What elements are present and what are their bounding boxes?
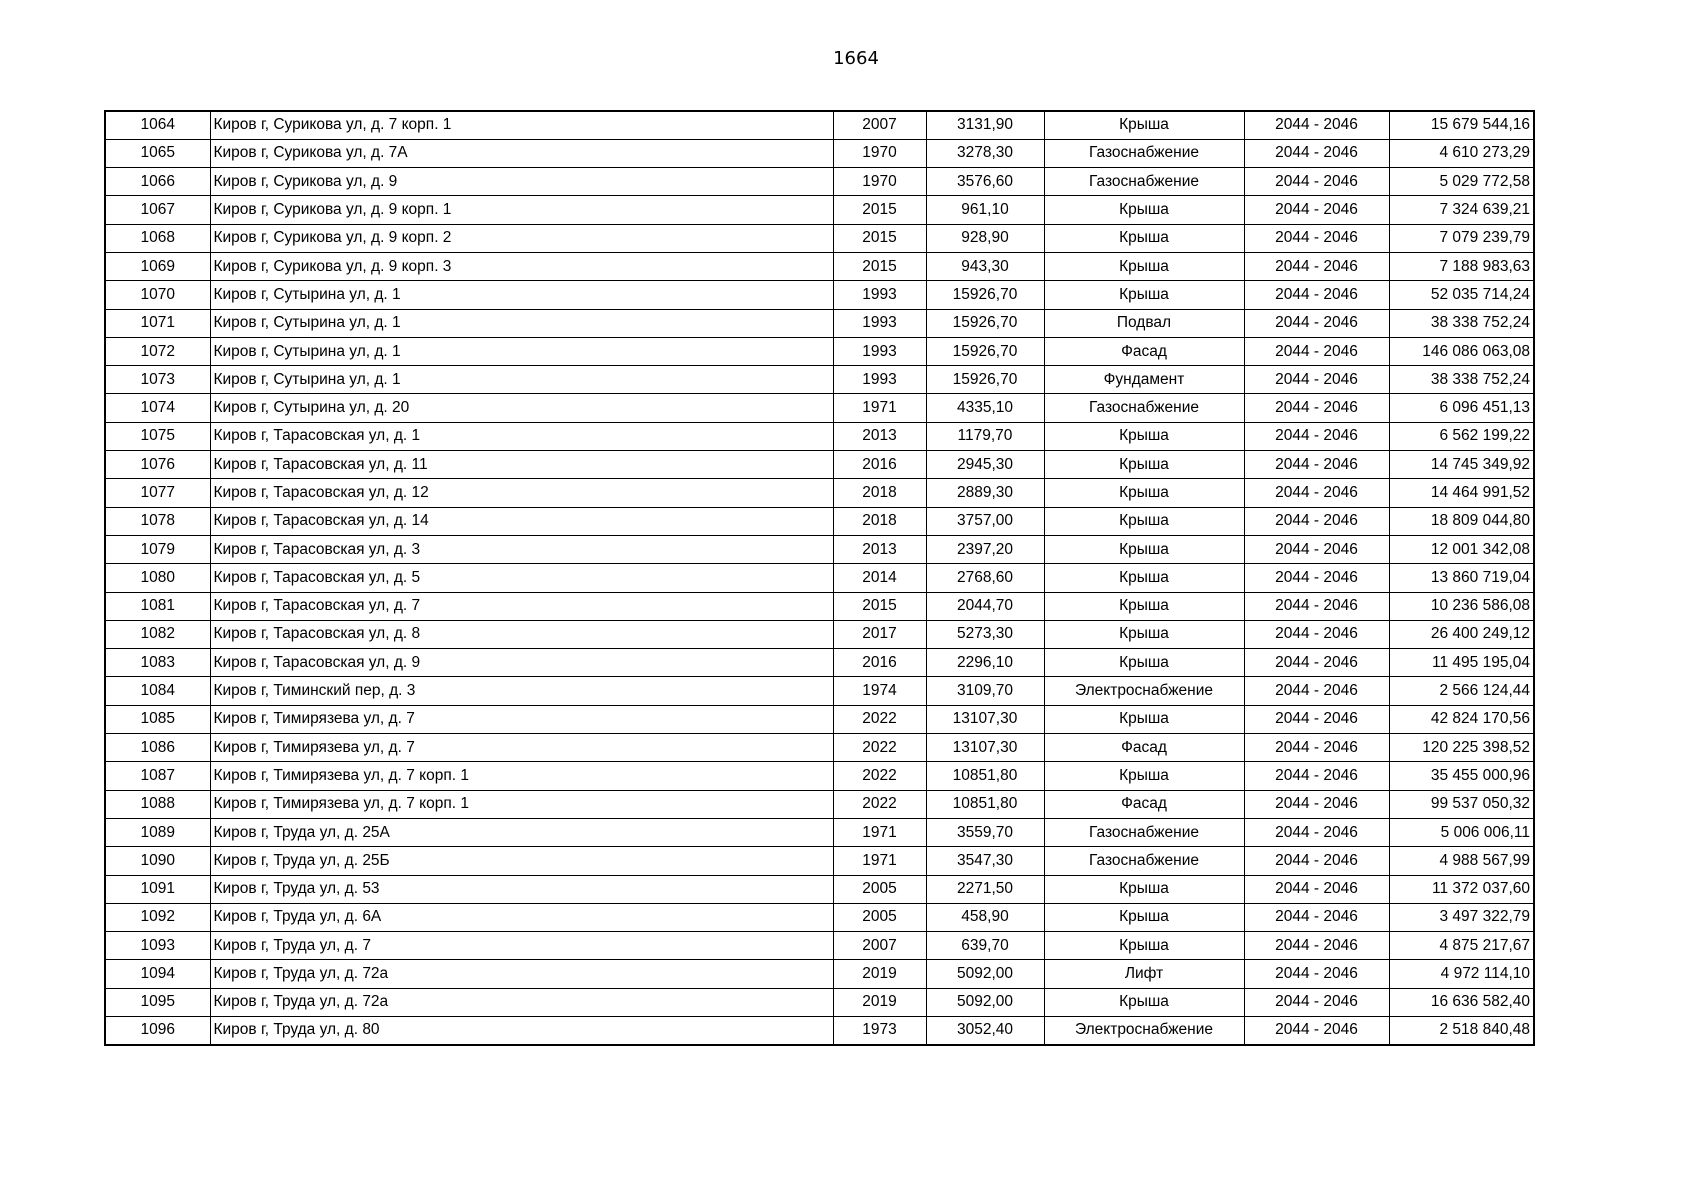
period-cell: 2044 - 2046 xyxy=(1244,224,1389,252)
table-row xyxy=(105,111,1534,139)
work-type-cell: Газоснабжение xyxy=(1044,818,1244,846)
address-cell: Киров г, Сурикова ул, д. 9 корп. 2 xyxy=(210,224,833,252)
table-row xyxy=(105,818,1534,846)
work-type-cell: Крыша xyxy=(1044,903,1244,931)
table-row xyxy=(105,224,1534,252)
row-number-cell: 1068 xyxy=(105,224,210,252)
table-row xyxy=(105,705,1534,733)
area-cell: 15926,70 xyxy=(926,366,1044,394)
year-cell: 2005 xyxy=(833,875,926,903)
address-cell: Киров г, Сутырина ул, д. 1 xyxy=(210,281,833,309)
year-cell: 1971 xyxy=(833,818,926,846)
row-number-cell: 1070 xyxy=(105,281,210,309)
year-cell: 2022 xyxy=(833,790,926,818)
cost-cell: 4 972 114,10 xyxy=(1389,960,1534,988)
work-type-cell: Электроснабжение xyxy=(1044,1017,1244,1045)
address-cell: Киров г, Тарасовская ул, д. 3 xyxy=(210,535,833,563)
page-number: 1664 xyxy=(833,48,879,69)
year-cell: 2013 xyxy=(833,422,926,450)
period-cell: 2044 - 2046 xyxy=(1244,168,1389,196)
row-number-cell: 1088 xyxy=(105,790,210,818)
work-type-cell: Крыша xyxy=(1044,281,1244,309)
cost-cell: 12 001 342,08 xyxy=(1389,535,1534,563)
work-type-cell: Фасад xyxy=(1044,734,1244,762)
row-number-cell: 1074 xyxy=(105,394,210,422)
cost-cell: 4 610 273,29 xyxy=(1389,139,1534,167)
cost-cell: 6 096 451,13 xyxy=(1389,394,1534,422)
cost-cell: 7 079 239,79 xyxy=(1389,224,1534,252)
area-cell: 5273,30 xyxy=(926,620,1044,648)
area-cell: 1179,70 xyxy=(926,422,1044,450)
address-cell: Киров г, Труда ул, д. 72а xyxy=(210,960,833,988)
row-number-cell: 1064 xyxy=(105,111,210,139)
period-cell: 2044 - 2046 xyxy=(1244,366,1389,394)
area-cell: 3576,60 xyxy=(926,168,1044,196)
period-cell: 2044 - 2046 xyxy=(1244,762,1389,790)
area-cell: 961,10 xyxy=(926,196,1044,224)
cost-cell: 120 225 398,52 xyxy=(1389,734,1534,762)
address-cell: Киров г, Сутырина ул, д. 1 xyxy=(210,309,833,337)
area-cell: 2945,30 xyxy=(926,451,1044,479)
table-row xyxy=(105,196,1534,224)
cost-cell: 38 338 752,24 xyxy=(1389,366,1534,394)
area-cell: 3559,70 xyxy=(926,818,1044,846)
period-cell: 2044 - 2046 xyxy=(1244,705,1389,733)
area-cell: 2889,30 xyxy=(926,479,1044,507)
cost-cell: 4 988 567,99 xyxy=(1389,847,1534,875)
cost-cell: 7 324 639,21 xyxy=(1389,196,1534,224)
address-cell: Киров г, Тарасовская ул, д. 7 xyxy=(210,592,833,620)
row-number-cell: 1079 xyxy=(105,535,210,563)
address-cell: Киров г, Тарасовская ул, д. 1 xyxy=(210,422,833,450)
work-type-cell: Газоснабжение xyxy=(1044,168,1244,196)
table-row xyxy=(105,1017,1534,1045)
period-cell: 2044 - 2046 xyxy=(1244,875,1389,903)
table-row xyxy=(105,932,1534,960)
row-number-cell: 1069 xyxy=(105,252,210,280)
period-cell: 2044 - 2046 xyxy=(1244,847,1389,875)
row-number-cell: 1093 xyxy=(105,932,210,960)
row-number-cell: 1072 xyxy=(105,337,210,365)
year-cell: 1970 xyxy=(833,139,926,167)
work-type-cell: Крыша xyxy=(1044,196,1244,224)
year-cell: 2014 xyxy=(833,564,926,592)
year-cell: 2016 xyxy=(833,451,926,479)
address-cell: Киров г, Сутырина ул, д. 1 xyxy=(210,337,833,365)
area-cell: 943,30 xyxy=(926,252,1044,280)
address-cell: Киров г, Труда ул, д. 72а xyxy=(210,988,833,1016)
address-cell: Киров г, Сурикова ул, д. 9 корп. 1 xyxy=(210,196,833,224)
row-number-cell: 1091 xyxy=(105,875,210,903)
address-cell: Киров г, Тарасовская ул, д. 11 xyxy=(210,451,833,479)
cost-cell: 4 875 217,67 xyxy=(1389,932,1534,960)
row-number-cell: 1080 xyxy=(105,564,210,592)
work-type-cell: Крыша xyxy=(1044,875,1244,903)
row-number-cell: 1090 xyxy=(105,847,210,875)
area-cell: 15926,70 xyxy=(926,281,1044,309)
area-cell: 2768,60 xyxy=(926,564,1044,592)
table-row xyxy=(105,507,1534,535)
period-cell: 2044 - 2046 xyxy=(1244,451,1389,479)
period-cell: 2044 - 2046 xyxy=(1244,649,1389,677)
year-cell: 2015 xyxy=(833,592,926,620)
work-type-cell: Крыша xyxy=(1044,762,1244,790)
table-row xyxy=(105,790,1534,818)
address-cell: Киров г, Тимирязева ул, д. 7 корп. 1 xyxy=(210,790,833,818)
work-type-cell: Крыша xyxy=(1044,592,1244,620)
address-cell: Киров г, Труда ул, д. 7 xyxy=(210,932,833,960)
area-cell: 2271,50 xyxy=(926,875,1044,903)
year-cell: 1974 xyxy=(833,677,926,705)
address-cell: Киров г, Тарасовская ул, д. 5 xyxy=(210,564,833,592)
cost-cell: 146 086 063,08 xyxy=(1389,337,1534,365)
work-type-cell: Подвал xyxy=(1044,309,1244,337)
area-cell: 15926,70 xyxy=(926,337,1044,365)
cost-cell: 7 188 983,63 xyxy=(1389,252,1534,280)
table-row xyxy=(105,620,1534,648)
work-type-cell: Крыша xyxy=(1044,111,1244,139)
year-cell: 2019 xyxy=(833,988,926,1016)
work-type-cell: Крыша xyxy=(1044,451,1244,479)
address-cell: Киров г, Тарасовская ул, д. 14 xyxy=(210,507,833,535)
period-cell: 2044 - 2046 xyxy=(1244,535,1389,563)
period-cell: 2044 - 2046 xyxy=(1244,960,1389,988)
work-type-cell: Фасад xyxy=(1044,790,1244,818)
address-cell: Киров г, Сурикова ул, д. 7А xyxy=(210,139,833,167)
row-number-cell: 1096 xyxy=(105,1017,210,1045)
work-type-cell: Крыша xyxy=(1044,564,1244,592)
work-type-cell: Фундамент xyxy=(1044,366,1244,394)
area-cell: 639,70 xyxy=(926,932,1044,960)
area-cell: 458,90 xyxy=(926,903,1044,931)
cost-cell: 14 464 991,52 xyxy=(1389,479,1534,507)
address-cell: Киров г, Труда ул, д. 25А xyxy=(210,818,833,846)
table-row xyxy=(105,366,1534,394)
cost-cell: 38 338 752,24 xyxy=(1389,309,1534,337)
table-row xyxy=(105,592,1534,620)
area-cell: 2044,70 xyxy=(926,592,1044,620)
year-cell: 2015 xyxy=(833,224,926,252)
work-type-cell: Крыша xyxy=(1044,507,1244,535)
work-type-cell: Крыша xyxy=(1044,988,1244,1016)
year-cell: 2007 xyxy=(833,111,926,139)
cost-cell: 2 566 124,44 xyxy=(1389,677,1534,705)
registry-table xyxy=(104,110,1535,1046)
row-number-cell: 1085 xyxy=(105,705,210,733)
work-type-cell: Крыша xyxy=(1044,422,1244,450)
year-cell: 2022 xyxy=(833,705,926,733)
cost-cell: 16 636 582,40 xyxy=(1389,988,1534,1016)
address-cell: Киров г, Сурикова ул, д. 9 xyxy=(210,168,833,196)
row-number-cell: 1078 xyxy=(105,507,210,535)
period-cell: 2044 - 2046 xyxy=(1244,734,1389,762)
address-cell: Киров г, Тарасовская ул, д. 12 xyxy=(210,479,833,507)
cost-cell: 10 236 586,08 xyxy=(1389,592,1534,620)
cost-cell: 42 824 170,56 xyxy=(1389,705,1534,733)
period-cell: 2044 - 2046 xyxy=(1244,507,1389,535)
address-cell: Киров г, Тарасовская ул, д. 8 xyxy=(210,620,833,648)
table-body xyxy=(105,111,1534,1045)
area-cell: 2397,20 xyxy=(926,535,1044,563)
period-cell: 2044 - 2046 xyxy=(1244,903,1389,931)
area-cell: 3757,00 xyxy=(926,507,1044,535)
table-row xyxy=(105,451,1534,479)
work-type-cell: Газоснабжение xyxy=(1044,394,1244,422)
year-cell: 1973 xyxy=(833,1017,926,1045)
work-type-cell: Крыша xyxy=(1044,535,1244,563)
period-cell: 2044 - 2046 xyxy=(1244,281,1389,309)
work-type-cell: Крыша xyxy=(1044,932,1244,960)
period-cell: 2044 - 2046 xyxy=(1244,337,1389,365)
year-cell: 2018 xyxy=(833,479,926,507)
area-cell: 13107,30 xyxy=(926,734,1044,762)
row-number-cell: 1065 xyxy=(105,139,210,167)
year-cell: 2017 xyxy=(833,620,926,648)
work-type-cell: Газоснабжение xyxy=(1044,139,1244,167)
area-cell: 3052,40 xyxy=(926,1017,1044,1045)
area-cell: 5092,00 xyxy=(926,988,1044,1016)
table-row xyxy=(105,479,1534,507)
period-cell: 2044 - 2046 xyxy=(1244,677,1389,705)
cost-cell: 5 029 772,58 xyxy=(1389,168,1534,196)
year-cell: 2015 xyxy=(833,196,926,224)
table-row xyxy=(105,960,1534,988)
period-cell: 2044 - 2046 xyxy=(1244,818,1389,846)
work-type-cell: Крыша xyxy=(1044,252,1244,280)
address-cell: Киров г, Труда ул, д. 25Б xyxy=(210,847,833,875)
address-cell: Киров г, Тимирязева ул, д. 7 xyxy=(210,734,833,762)
row-number-cell: 1075 xyxy=(105,422,210,450)
table-row xyxy=(105,734,1534,762)
work-type-cell: Крыша xyxy=(1044,479,1244,507)
period-cell: 2044 - 2046 xyxy=(1244,620,1389,648)
address-cell: Киров г, Сурикова ул, д. 7 корп. 1 xyxy=(210,111,833,139)
table-row xyxy=(105,762,1534,790)
area-cell: 3278,30 xyxy=(926,139,1044,167)
year-cell: 2019 xyxy=(833,960,926,988)
table-row xyxy=(105,252,1534,280)
address-cell: Киров г, Труда ул, д. 53 xyxy=(210,875,833,903)
period-cell: 2044 - 2046 xyxy=(1244,564,1389,592)
address-cell: Киров г, Сурикова ул, д. 9 корп. 3 xyxy=(210,252,833,280)
cost-cell: 3 497 322,79 xyxy=(1389,903,1534,931)
period-cell: 2044 - 2046 xyxy=(1244,1017,1389,1045)
cost-cell: 35 455 000,96 xyxy=(1389,762,1534,790)
row-number-cell: 1067 xyxy=(105,196,210,224)
area-cell: 2296,10 xyxy=(926,649,1044,677)
table-row xyxy=(105,337,1534,365)
period-cell: 2044 - 2046 xyxy=(1244,111,1389,139)
cost-cell: 6 562 199,22 xyxy=(1389,422,1534,450)
table-row xyxy=(105,875,1534,903)
table-row xyxy=(105,903,1534,931)
table-row xyxy=(105,649,1534,677)
period-cell: 2044 - 2046 xyxy=(1244,309,1389,337)
year-cell: 1993 xyxy=(833,337,926,365)
row-number-cell: 1095 xyxy=(105,988,210,1016)
period-cell: 2044 - 2046 xyxy=(1244,932,1389,960)
period-cell: 2044 - 2046 xyxy=(1244,139,1389,167)
row-number-cell: 1084 xyxy=(105,677,210,705)
work-type-cell: Крыша xyxy=(1044,224,1244,252)
work-type-cell: Крыша xyxy=(1044,649,1244,677)
row-number-cell: 1089 xyxy=(105,818,210,846)
area-cell: 3131,90 xyxy=(926,111,1044,139)
area-cell: 3547,30 xyxy=(926,847,1044,875)
year-cell: 2013 xyxy=(833,535,926,563)
year-cell: 2007 xyxy=(833,932,926,960)
row-number-cell: 1092 xyxy=(105,903,210,931)
year-cell: 2016 xyxy=(833,649,926,677)
address-cell: Киров г, Труда ул, д. 80 xyxy=(210,1017,833,1045)
cost-cell: 11 372 037,60 xyxy=(1389,875,1534,903)
cost-cell: 26 400 249,12 xyxy=(1389,620,1534,648)
year-cell: 1970 xyxy=(833,168,926,196)
row-number-cell: 1076 xyxy=(105,451,210,479)
period-cell: 2044 - 2046 xyxy=(1244,252,1389,280)
period-cell: 2044 - 2046 xyxy=(1244,790,1389,818)
address-cell: Киров г, Сутырина ул, д. 20 xyxy=(210,394,833,422)
address-cell: Киров г, Тарасовская ул, д. 9 xyxy=(210,649,833,677)
year-cell: 1971 xyxy=(833,394,926,422)
work-type-cell: Фасад xyxy=(1044,337,1244,365)
row-number-cell: 1087 xyxy=(105,762,210,790)
year-cell: 2022 xyxy=(833,762,926,790)
table-row xyxy=(105,847,1534,875)
work-type-cell: Крыша xyxy=(1044,620,1244,648)
address-cell: Киров г, Тимирязева ул, д. 7 xyxy=(210,705,833,733)
address-cell: Киров г, Труда ул, д. 6А xyxy=(210,903,833,931)
table-row xyxy=(105,988,1534,1016)
row-number-cell: 1094 xyxy=(105,960,210,988)
row-number-cell: 1071 xyxy=(105,309,210,337)
cost-cell: 5 006 006,11 xyxy=(1389,818,1534,846)
area-cell: 15926,70 xyxy=(926,309,1044,337)
area-cell: 3109,70 xyxy=(926,677,1044,705)
period-cell: 2044 - 2046 xyxy=(1244,988,1389,1016)
period-cell: 2044 - 2046 xyxy=(1244,394,1389,422)
year-cell: 1993 xyxy=(833,281,926,309)
period-cell: 2044 - 2046 xyxy=(1244,592,1389,620)
table-row xyxy=(105,422,1534,450)
period-cell: 2044 - 2046 xyxy=(1244,196,1389,224)
address-cell: Киров г, Тиминский пер, д. 3 xyxy=(210,677,833,705)
work-type-cell: Крыша xyxy=(1044,705,1244,733)
cost-cell: 52 035 714,24 xyxy=(1389,281,1534,309)
table-row xyxy=(105,564,1534,592)
table-row xyxy=(105,677,1534,705)
cost-cell: 15 679 544,16 xyxy=(1389,111,1534,139)
year-cell: 2005 xyxy=(833,903,926,931)
period-cell: 2044 - 2046 xyxy=(1244,479,1389,507)
period-cell: 2044 - 2046 xyxy=(1244,422,1389,450)
area-cell: 928,90 xyxy=(926,224,1044,252)
table-row xyxy=(105,309,1534,337)
cost-cell: 14 745 349,92 xyxy=(1389,451,1534,479)
cost-cell: 2 518 840,48 xyxy=(1389,1017,1534,1045)
address-cell: Киров г, Сутырина ул, д. 1 xyxy=(210,366,833,394)
row-number-cell: 1066 xyxy=(105,168,210,196)
address-cell: Киров г, Тимирязева ул, д. 7 корп. 1 xyxy=(210,762,833,790)
work-type-cell: Лифт xyxy=(1044,960,1244,988)
table-row xyxy=(105,394,1534,422)
year-cell: 1993 xyxy=(833,309,926,337)
cost-cell: 11 495 195,04 xyxy=(1389,649,1534,677)
row-number-cell: 1073 xyxy=(105,366,210,394)
year-cell: 2018 xyxy=(833,507,926,535)
table-row xyxy=(105,168,1534,196)
table-row xyxy=(105,535,1534,563)
area-cell: 10851,80 xyxy=(926,762,1044,790)
table-row xyxy=(105,139,1534,167)
year-cell: 2015 xyxy=(833,252,926,280)
row-number-cell: 1083 xyxy=(105,649,210,677)
year-cell: 1971 xyxy=(833,847,926,875)
row-number-cell: 1081 xyxy=(105,592,210,620)
year-cell: 1993 xyxy=(833,366,926,394)
work-type-cell: Электроснабжение xyxy=(1044,677,1244,705)
row-number-cell: 1082 xyxy=(105,620,210,648)
row-number-cell: 1086 xyxy=(105,734,210,762)
area-cell: 5092,00 xyxy=(926,960,1044,988)
area-cell: 4335,10 xyxy=(926,394,1044,422)
cost-cell: 18 809 044,80 xyxy=(1389,507,1534,535)
cost-cell: 13 860 719,04 xyxy=(1389,564,1534,592)
table-row xyxy=(105,281,1534,309)
row-number-cell: 1077 xyxy=(105,479,210,507)
year-cell: 2022 xyxy=(833,734,926,762)
area-cell: 10851,80 xyxy=(926,790,1044,818)
work-type-cell: Газоснабжение xyxy=(1044,847,1244,875)
cost-cell: 99 537 050,32 xyxy=(1389,790,1534,818)
area-cell: 13107,30 xyxy=(926,705,1044,733)
